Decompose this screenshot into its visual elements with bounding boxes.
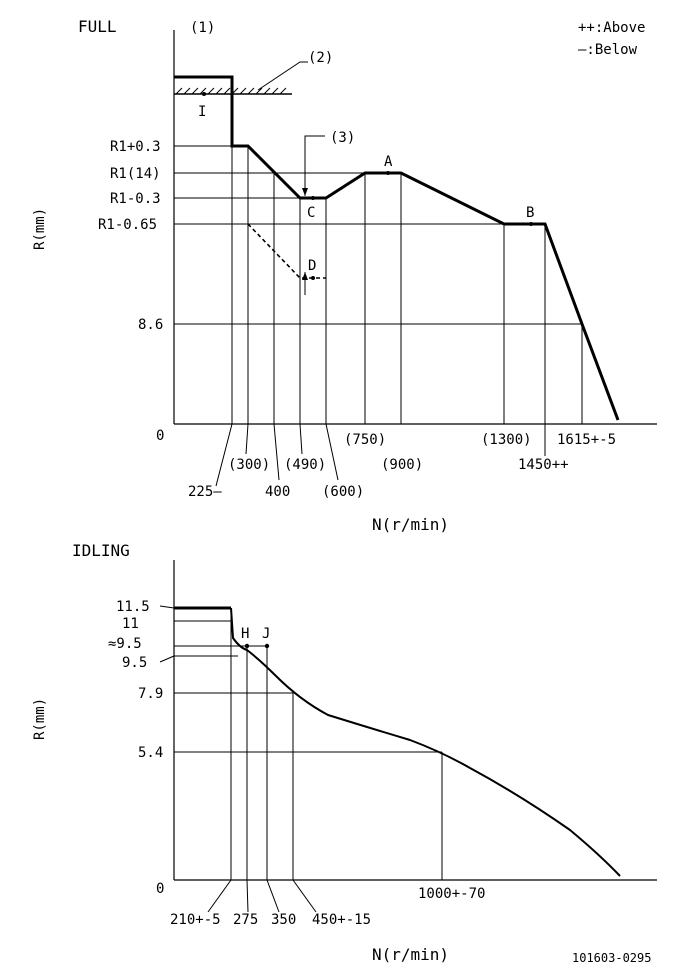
callout-1: (1) — [190, 20, 216, 36]
point-i-label: I — [198, 104, 207, 120]
full-x-axis-label: N(r/min) — [372, 515, 450, 534]
point-b-dot — [529, 222, 533, 226]
idle-ytick-approx-95: ≈9.5 — [108, 636, 142, 652]
full-xtick-490: (490) — [284, 457, 327, 473]
full-y-axis-label: R(mm) — [32, 207, 48, 250]
idling-y-axis-label: R(mm) — [32, 697, 48, 740]
full-title: FULL — [78, 17, 117, 36]
leader-490 — [300, 424, 302, 454]
idle-leader-115 — [160, 606, 174, 608]
point-a-dot — [386, 171, 390, 175]
full-xtick-225: 225— — [188, 484, 222, 500]
full-section — [32, 17, 657, 534]
idle-xtick-450: 450+-15 — [312, 912, 372, 928]
point-b-label: B — [526, 205, 535, 221]
leader-600 — [326, 424, 338, 480]
legend-above: ++:Above — [578, 20, 646, 36]
callout-2-leader — [258, 62, 308, 90]
idle-xtick-1000: 1000+-70 — [418, 886, 486, 902]
full-ytick-86: 8.6 — [138, 317, 164, 333]
idle-ytick-95: 9.5 — [122, 655, 148, 671]
idle-xtick-275: 275 — [233, 912, 259, 928]
idle-ytick-54: 5.4 — [138, 745, 164, 761]
full-xtick-1300: (1300) — [481, 432, 532, 448]
full-xtick-900: (900) — [381, 457, 424, 473]
idle-leader-95 — [160, 656, 174, 662]
leader-400 — [274, 424, 279, 480]
callout-2: (2) — [308, 50, 334, 66]
point-c-label: C — [307, 205, 316, 221]
callout-3: (3) — [330, 130, 356, 146]
idling-section — [32, 541, 657, 964]
point-i-dot — [202, 92, 206, 96]
legend-below: —:Below — [578, 42, 638, 58]
point-j-dot — [265, 644, 269, 648]
idling-curve — [231, 608, 620, 876]
doc-code: 101603-0295 — [572, 951, 652, 965]
full-ytick-r1-065: R1-0.65 — [98, 217, 158, 233]
point-d-dot — [311, 276, 315, 280]
idle-leader-450 — [293, 880, 316, 912]
full-xtick-600: (600) — [322, 484, 365, 500]
idle-xtick-350: 350 — [271, 912, 297, 928]
full-xtick-400: 400 — [265, 484, 291, 500]
point-a-label: A — [384, 154, 393, 170]
callout-3-leader — [305, 136, 325, 196]
full-ytick-r1-minus: R1-0.3 — [110, 191, 161, 207]
full-xtick-1450: 1450++ — [518, 457, 569, 473]
point-h-dot — [245, 644, 249, 648]
idling-x-axis-label: N(r/min) — [372, 945, 450, 964]
callout-3-arrow-down — [302, 188, 308, 196]
full-ytick-r1-plus: R1+0.3 — [110, 139, 161, 155]
full-xtick-300: (300) — [228, 457, 271, 473]
idle-ytick-79: 7.9 — [138, 686, 164, 702]
full-ytick-r1: R1(14) — [110, 166, 161, 182]
idle-ytick-0: 0 — [156, 881, 165, 897]
full-xtick-1615: 1615+-5 — [557, 432, 617, 448]
point-d-label: D — [308, 258, 317, 274]
idle-ytick-115: 11.5 — [116, 599, 150, 615]
idle-leader-350 — [267, 880, 279, 912]
idle-xtick-210: 210+-5 — [170, 912, 221, 928]
full-xtick-750: (750) — [344, 432, 387, 448]
full-load-curve — [174, 77, 618, 420]
leader-225 — [216, 424, 232, 486]
point-c-dot — [311, 196, 315, 200]
leader-300 — [246, 424, 248, 454]
idle-ytick-11: 11 — [122, 616, 139, 632]
idle-leader-210 — [208, 880, 231, 912]
idling-title: IDLING — [72, 541, 130, 560]
full-ytick-0: 0 — [156, 428, 165, 444]
point-j-label: J — [262, 626, 271, 642]
idle-leader-275 — [247, 880, 248, 912]
point-h-label: H — [241, 626, 250, 642]
